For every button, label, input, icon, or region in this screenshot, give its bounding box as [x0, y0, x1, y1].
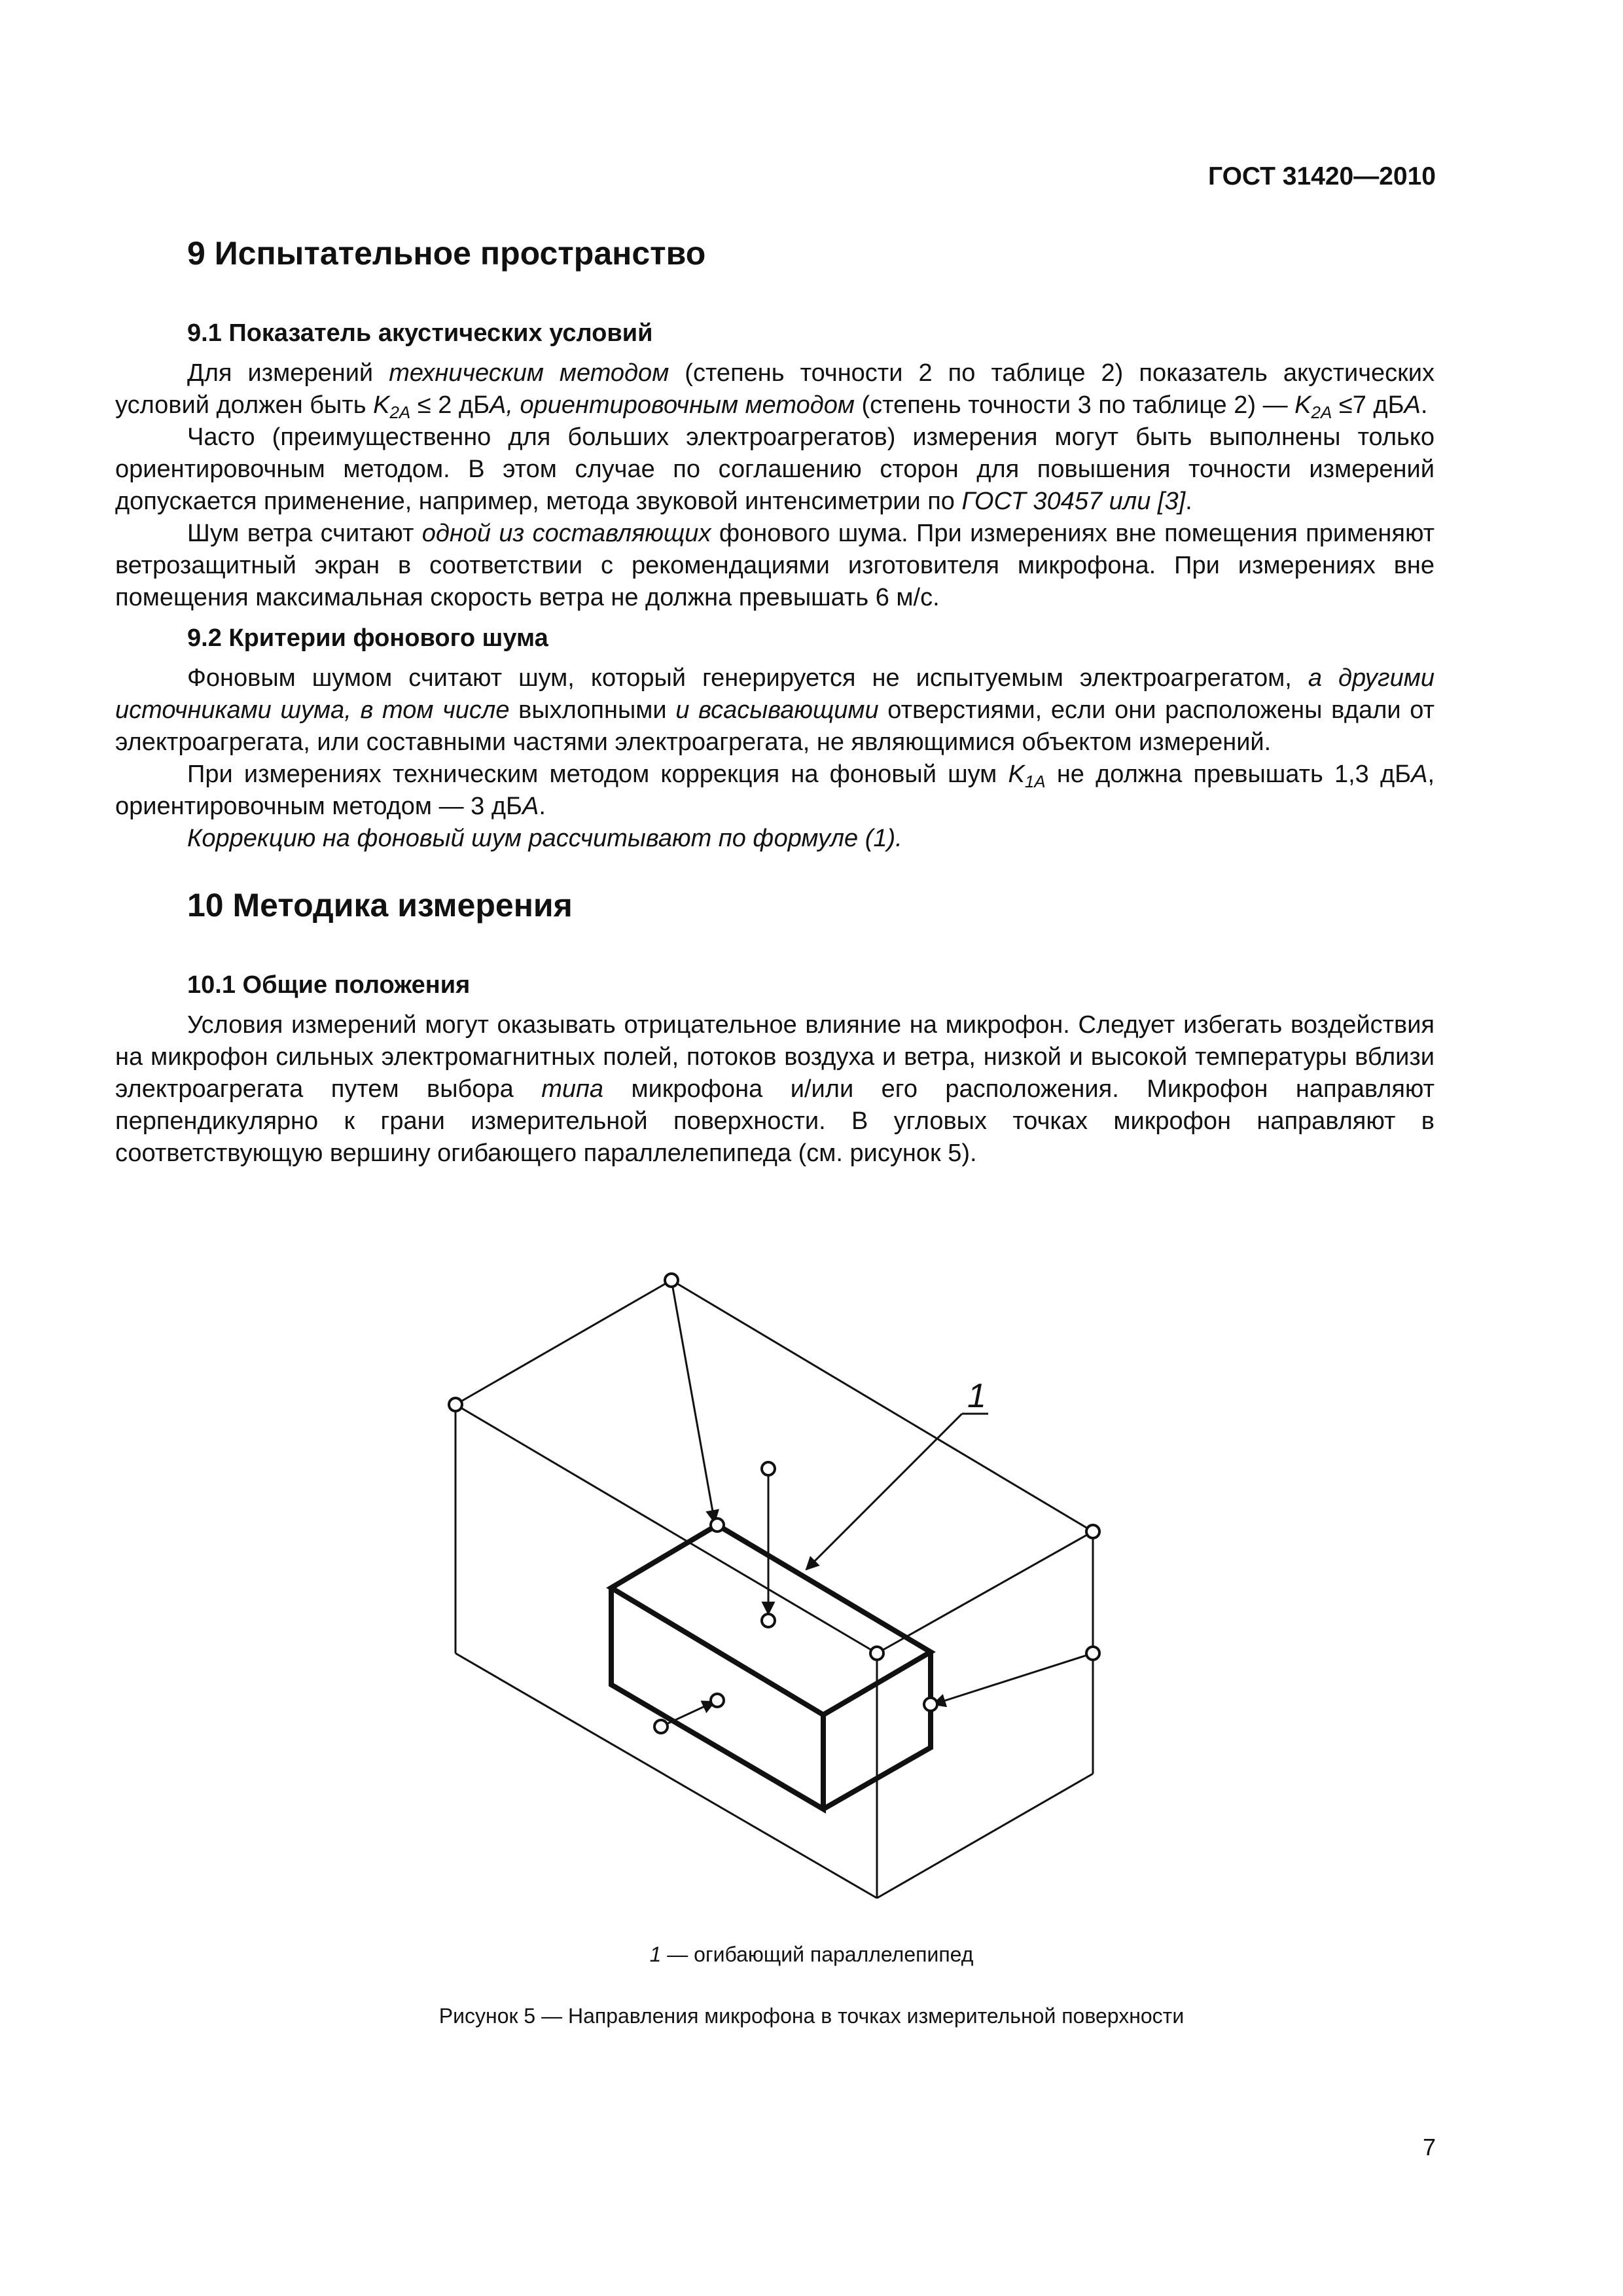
paragraph-10-1-1: Условия измерений могут оказывать отрицательное влияние на микрофон. Следует избегать воздействия на микрофон сильных электромагнитных полей, потоков воздуха и ветра, низкой и высокой температуры вблизи электроагрегата путем выбора типа микрофона и/или его расположения. Микрофон направляют перпендикулярно к грани измерительной поверхности. В угловых точках микрофон направляют в соответствующую вершину огибающего параллелепипеда (см. рисунок 5).: [115, 1011, 1435, 1167]
measurement-surface: [455, 1280, 1093, 1898]
paragraph-9-2-3: Коррекцию на фоновый шум рассчитывают по формуле (1).: [187, 825, 902, 852]
section-10-title: 10 Методика измерения: [187, 887, 573, 924]
paragraph-9-1-1: Для измерений техническим методом (степень точности 2 по таблице 2) показатель акустических условий должен быть $K_{2A} \le 2$ дБA, ориентировочным методом (степень точности 3 по таблице 2) — $K_{2A} \le 7$ дБA.: [115, 359, 1435, 422]
callout-leader: [806, 1414, 988, 1570]
section-9-title: 9 Испытательное пространство: [187, 235, 706, 272]
paragraph-9-1-3: Шум ветра считают одной из составляющих фонового шума. При измерениях вне помещения применяют ветрозащитный экран в соответствии с рекомендациями изготовителя микрофона. При измерениях вне помещения максимальная скорость ветра не должна превышать 6 м/с.: [115, 520, 1435, 611]
paragraph-9-2-1: Фоновым шумом считают шум, который генерируется не испытуемым электроагрегатом, а другими источниками шума, в том числе выхлопными и всасывающими отверстиями, если они расположены вдали от электроагрегата, или составными частями электроагрегата, не являющимися объектом измерений.: [115, 664, 1435, 756]
page-number: 7: [1422, 2134, 1436, 2161]
figure-legend: 1 — огибающий параллелепипед: [649, 1943, 974, 1966]
subsection-10-1-title: 10.1 Общие положения: [187, 971, 471, 999]
figure-caption: Рисунок 5 — Направления микрофона в точках измерительной поверхности: [438, 2004, 1185, 2028]
subsection-9-1-title: 9.1 Показатель акустических условий: [187, 319, 653, 347]
subsection-9-2-title: 9.2 Критерии фонового шума: [187, 624, 548, 652]
paragraph-9-1-2: Часто (преимущественно для больших электроагрегатов) измерения могут быть выполнены только ориентировочным методом. В этом случае по соглашению сторон для повышения точности измерений допускается применение, например, метода звуковой интенсиметрии по ГОСТ 30457 или [3].: [115, 423, 1435, 515]
figure-5-diagram: [393, 1230, 1178, 1924]
callout-label: 1: [967, 1377, 986, 1415]
document-body: [115, 229, 1435, 1170]
paragraph-9-2-2: При измерениях техническим методом коррекция на фоновый шум $K_{1A}$ не должна превышать 1,3 дБA, ориентировочным методом — 3 дБA.: [115, 761, 1435, 820]
enveloping-parallelepiped: [611, 1525, 931, 1809]
document-id: ГОСТ 31420—2010: [1208, 162, 1436, 190]
